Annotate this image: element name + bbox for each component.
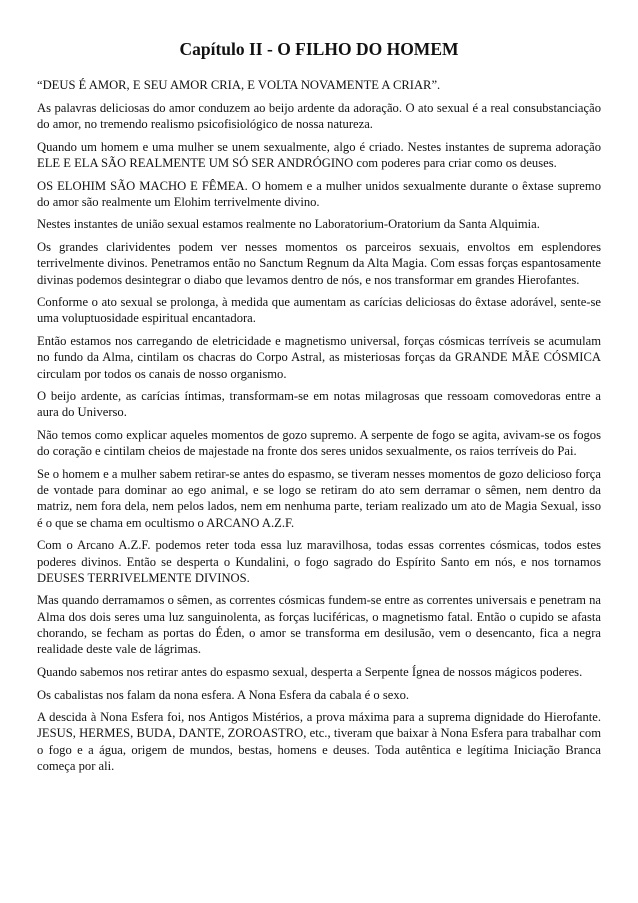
- paragraph: Com o Arcano A.Z.F. podemos reter toda essa luz maravilhosa, todas essas correntes cósmicas, todos estes poderes divinos. Então se desperta o Kundalini, o fogo sagrado do Espírito Santo em nós, e nos tornamos DEUSES TERRIVELMENTE DIVINOS.: [37, 538, 601, 585]
- paragraph: Conforme o ato sexual se prolonga, à medida que aumentam as carícias deliciosas do êxtase adorável, sente-se uma voluptuosidade espiritual encantadora.: [37, 295, 601, 326]
- paragraph: “DEUS É AMOR, E SEU AMOR CRIA, E VOLTA NOVAMENTE A CRIAR”.: [37, 78, 441, 92]
- document-body: [37, 77, 601, 774]
- paragraph: OS ELOHIM SÃO MACHO E FÊMEA. O homem e a mulher unidos sexualmente durante o êxtase supremo do amor são realmente um Elohim terrivelmente divino.: [37, 178, 601, 209]
- paragraph: Mas quando derramamos o sêmen, as correntes cósmicas fundem-se entre as correntes universais e penetram na Alma dos dois seres uma luz sanguinolenta, as forças luciféricas, o magnetismo fatal. Então o cupido se afasta chorando, se fecham as portas do Éden, o amor se transforma em desilusão, vem o desencanto, fica a negra realidade deste vale de lágrimas.: [37, 593, 601, 657]
- paragraph: Os cabalistas nos falam da nona esfera. A Nona Esfera da cabala é o sexo.: [37, 687, 410, 702]
- paragraph: Se o homem e a mulher sabem retirar-se antes do espasmo, se tiveram nesses momentos de gozo delicioso força de vontade para dominar ao ego animal, e se logo se retiram do ato sem derramar o sêmen, nem dentro da matriz, nem fora dela, nem pelos lados, nem em nenhuma parte, teriam realizado um ato de Magia Sexual, isso é o que se chama em ocultismo o ARCANO A.Z.F.: [37, 467, 601, 530]
- paragraph: Quando sabemos nos retirar antes do espasmo sexual, desperta a Serpente Ígnea de nossos mágicos poderes.: [37, 664, 583, 679]
- chapter-title: Capítulo II - O FILHO DO HOMEM: [179, 39, 459, 59]
- paragraph: Nestes instantes de união sexual estamos realmente no Laboratorium-Oratorium da Santa Alquimia.: [37, 217, 540, 232]
- paragraph: As palavras deliciosas do amor conduzem ao beijo ardente da adoração. O ato sexual é a real consubstanciação do amor, no tremendo realismo psicofisiológico de nossa natureza.: [37, 100, 601, 131]
- paragraph: O beijo ardente, as carícias íntimas, transformam-se em notas milagrosas que ressoam comovedoras entre a aura do Universo.: [37, 389, 601, 420]
- paragraph: Os grandes clarividentes podem ver nesses momentos os parceiros sexuais, envoltos em esplendores terrivelmente divinos. Penetramos então no Sanctum Regnum da Alta Magia. Com essas forças espantosamente divinas podemos desintegrar o diabo que levamos dentro de nós, e nos transformar em grandes Hierofantes.: [37, 240, 601, 287]
- paragraph: Quando um homem e uma mulher se unem sexualmente, algo é criado. Nestes instantes de suprema adoração ELE E ELA SÃO REALMENTE UM SÓ SER ANDRÓGINO com poderes para criar como os deuses.: [37, 139, 601, 170]
- paragraph: Não temos como explicar aqueles momentos de gozo supremo. A serpente de fogo se agita, avivam-se os fogos do coração e cintilam cheios de majestade na fronte dos seres unidos sexualmente, os raios terríveis do Pai.: [37, 428, 601, 459]
- paragraph: A descida à Nona Esfera foi, nos Antigos Mistérios, a prova máxima para a suprema dignidade do Hierofante. JESUS, HERMES, BUDA, DANTE, ZOROASTRO, etc., tiveram que baixar à Nona Esfera para trabalhar com o fogo e a água, origem de mundos, bestas, homens e deuses. Toda autêntica e legítima Iniciação Branca começa por ali.: [37, 710, 601, 773]
- paragraph: Então estamos nos carregando de eletricidade e magnetismo universal, forças cósmicas terríveis se acumulam no fundo da Alma, cintilam os chacras do Corpo Astral, as misteriosas forças da GRANDE MÃE CÓSMICA circulam por todos os canais de nosso organismo.: [37, 334, 601, 381]
